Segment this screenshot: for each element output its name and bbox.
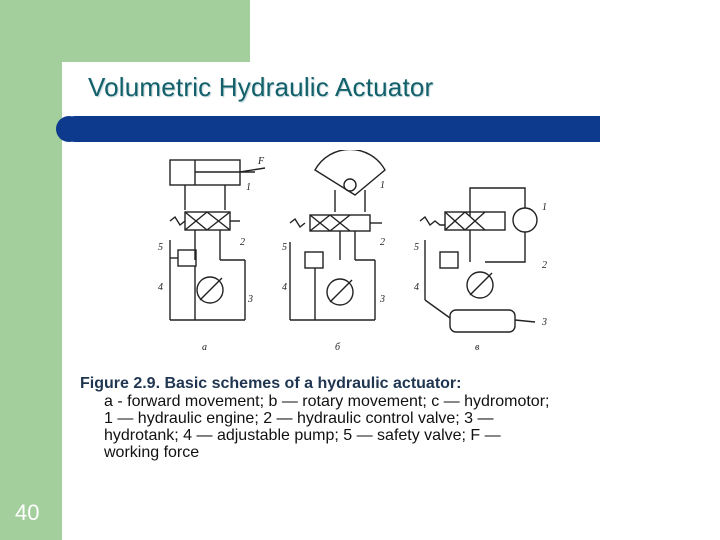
header-corner-background <box>0 0 250 62</box>
label-2a: 2 <box>240 237 245 248</box>
caption-body <box>80 393 690 461</box>
figure-caption <box>80 375 690 461</box>
label-5b: 5 <box>282 242 287 253</box>
sidebar-background <box>0 0 62 540</box>
caption-heading: Figure 2.9. Basic schemes of a hydraulic actuator: <box>80 375 462 392</box>
label-1a: 1 <box>246 182 251 193</box>
caption-line: 1 — hydraulic engine; 2 — hydraulic control valve; 3 — <box>104 410 494 427</box>
label-3c: 3 <box>542 317 547 328</box>
caption-line: a - forward movement; b — rotary movement; c — hydromotor; <box>104 393 550 410</box>
label-5c: 5 <box>414 242 419 253</box>
label-5a: 5 <box>158 242 163 253</box>
scheme-label-b: б <box>335 342 341 353</box>
caption-line: working force <box>104 444 200 461</box>
label-2c: 2 <box>542 260 547 271</box>
slide-title: Volumetric Hydraulic Actuator <box>88 72 434 102</box>
scheme-label-a: a <box>202 342 207 353</box>
label-3b: 3 <box>380 294 385 305</box>
label-4b: 4 <box>282 282 287 293</box>
label-F: F <box>258 156 265 167</box>
caption-line: hydrotank; 4 — adjustable pump; 5 — safety valve; F — <box>104 427 501 444</box>
label-4c: 4 <box>414 282 419 293</box>
title-underline-bar <box>62 116 600 142</box>
label-4a: 4 <box>158 282 163 293</box>
label-1c: 1 <box>542 202 547 213</box>
label-3a: 3 <box>248 294 253 305</box>
label-2b: 2 <box>380 237 385 248</box>
label-1b: 1 <box>380 180 385 191</box>
scheme-c <box>420 188 537 332</box>
scheme-label-c: в <box>475 342 480 353</box>
hydraulic-schemes-diagram <box>140 150 560 360</box>
scheme-b <box>290 150 385 320</box>
page-number: 40 <box>15 500 40 525</box>
